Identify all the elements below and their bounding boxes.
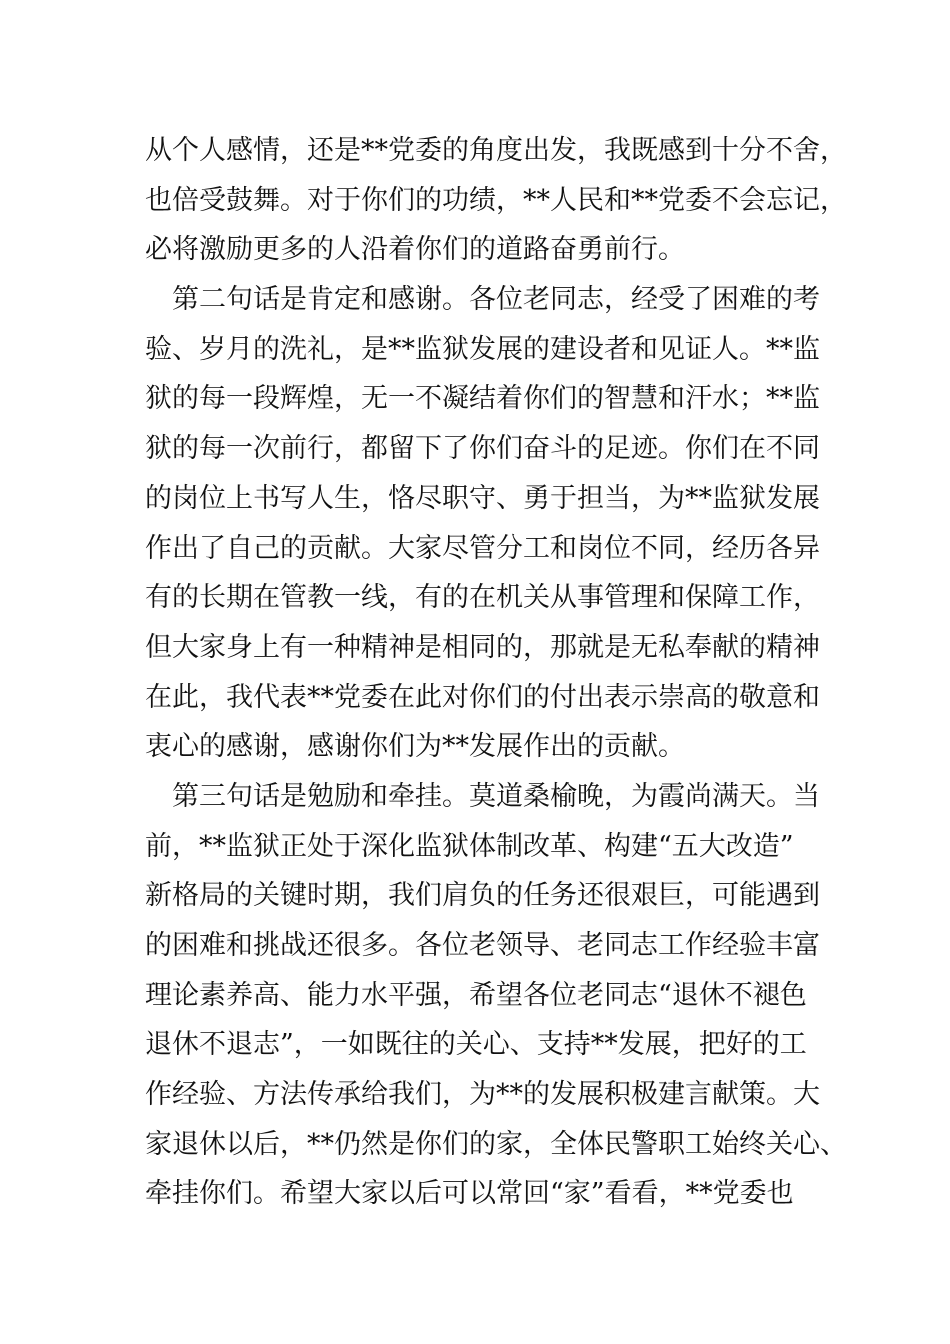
text-line: 必将激励更多的人沿着你们的道路奋勇前行。 [145, 234, 685, 266]
text-line: 理论素养高、能力水平强，希望各位老同志“退休不褪色 [145, 979, 807, 1011]
text-line: 新格局的关键时期，我们肩负的任务还很艰巨，可能遇到 [145, 880, 820, 912]
text-line: 家退休以后，**仍然是你们的家，全体民警职工始终关心、 [145, 1128, 847, 1160]
text-line: 在此，我代表**党委在此对你们的付出表示崇高的敬意和 [145, 681, 820, 713]
text-line: 退休不退志”，一如既往的关心、支持**发展，把好的工 [145, 1029, 807, 1061]
text-line: 第三句话是勉励和牵挂。莫道桑榆晚，为霞尚满天。当 [145, 780, 820, 812]
text-line: 验、岁月的洗礼，是**监狱发展的建设者和见证人。**监 [145, 333, 820, 365]
text-line: 从个人感情，还是**党委的角度出发，我既感到十分不舍， [145, 135, 847, 166]
text-line: 第二句话是肯定和感谢。各位老同志，经受了困难的考 [145, 284, 820, 316]
text-line: 狱的每一次前行，都留下了你们奋斗的足迹。你们在不同 [145, 433, 820, 465]
text-line: 牵挂你们。希望大家以后可以常回“家”看看，**党委也 [145, 1178, 794, 1210]
text-line: 的困难和挑战还很多。各位老领导、老同志工作经验丰富 [145, 930, 820, 961]
text-line: 前，**监狱正处于深化监狱体制改革、构建“五大改造” [145, 830, 794, 862]
text-line: 衷心的感谢，感谢你们为**发展作出的贡献。 [145, 731, 685, 763]
text-line: 作出了自己的贡献。大家尽管分工和岗位不同，经历各异 [145, 532, 820, 564]
body-text [145, 126, 845, 1219]
text-line: 的岗位上书写人生，恪尽职守、勇于担当，为**监狱发展 [145, 482, 820, 514]
text-line: 狱的每一段辉煌，无一不凝结着你们的智慧和汗水；**监 [145, 383, 820, 415]
text-line: 也倍受鼓舞。对于你们的功绩，**人民和**党委不会忘记， [145, 184, 847, 216]
text-line: 有的长期在管教一线，有的在机关从事管理和保障工作， [145, 582, 820, 614]
text-line: 但大家身上有一种精神是相同的，那就是无私奉献的精神 [145, 631, 820, 663]
text-line: 作经验、方法传承给我们，为**的发展积极建言献策。大 [145, 1079, 820, 1111]
